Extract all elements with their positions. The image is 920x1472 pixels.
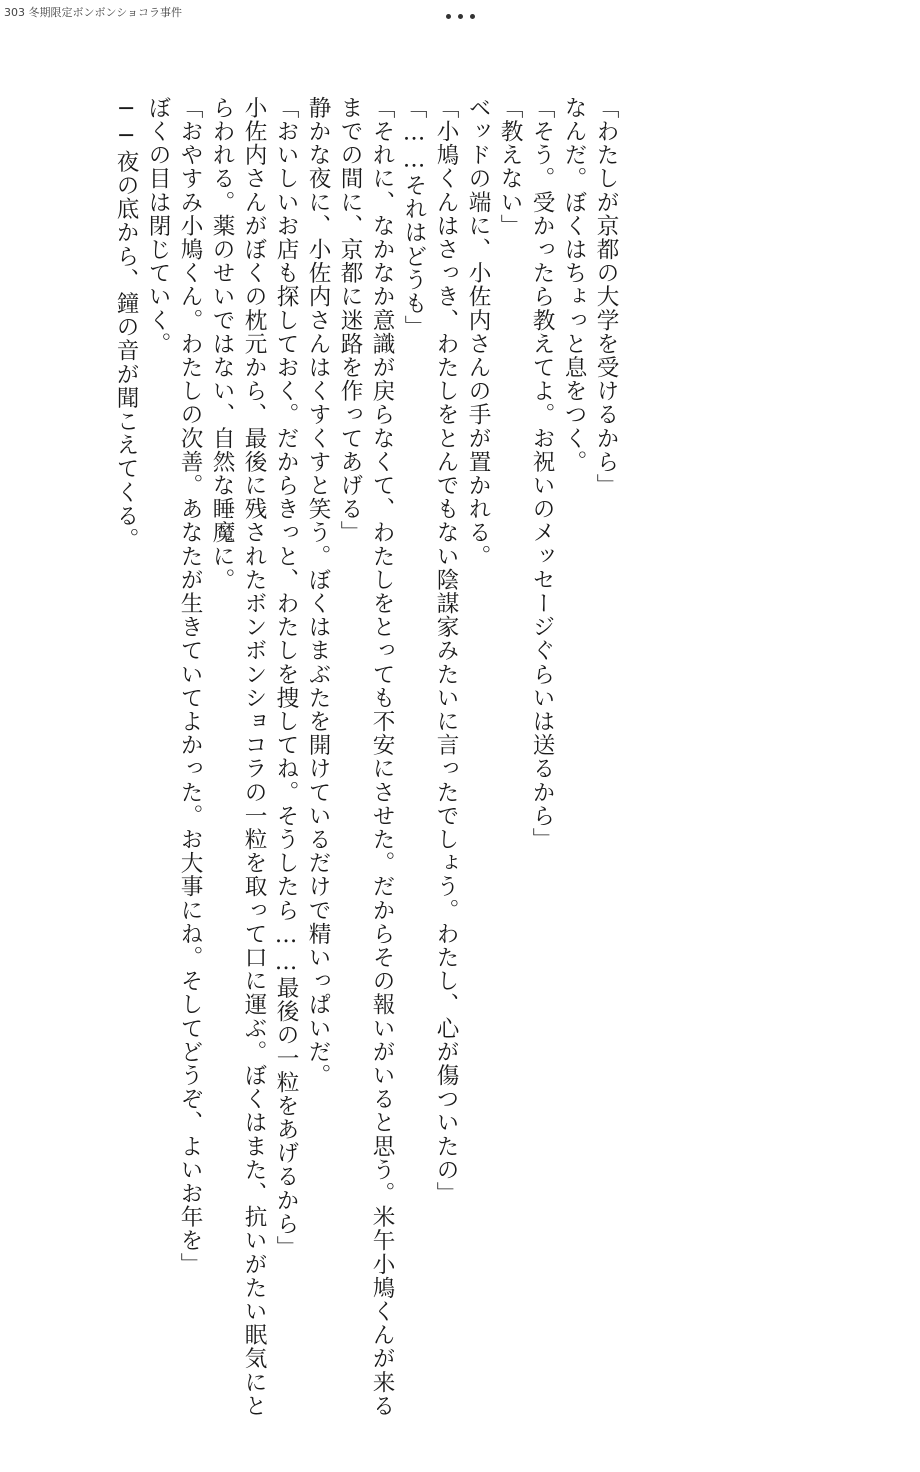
menu-dot	[446, 14, 451, 19]
text-line: 小佐内さんがぼくの枕元から、最後に残されたボンボンショコラの一粒を取って口に運ぶ。ぼくはまた、抗いがたい眠気にとらわれる。薬のせいではない、自然な睡魔に。	[209, 96, 267, 1418]
text-line: ベッドの端に、小佐内さんの手が置かれる。	[465, 96, 491, 568]
text-line: 「わたしが京都の大学を受けるから」	[593, 96, 619, 498]
text-line: 静かな夜に、小佐内さんはくすくすと笑う。ぼくはまぶたを開けているだけで精いっぱいだ。	[305, 96, 331, 1088]
text-line: ──夜の底から、鐘の音が聞こえてくる。	[113, 96, 139, 552]
text-line: ぼくの目は閉じていく。	[145, 96, 171, 356]
text-line: 「教えない」	[497, 96, 523, 238]
text-line: 「……それはどうも」	[401, 96, 427, 339]
menu-dot	[458, 14, 463, 19]
text-line: 「おいしいお店も探しておく。だからきっと、わたしを捜してね。そうしたら……最後の一粒をあげるから」	[273, 96, 299, 1260]
book-title: 303 冬期限定ボンボンショコラ事件	[4, 6, 182, 19]
text-line: 「小鳩くんはさっき、わたしをとんでもない陰謀家みたいに言ったでしょう。わたし、心が傷ついたの」	[433, 96, 459, 1206]
more-menu-icon[interactable]	[436, 8, 484, 24]
menu-dot	[470, 14, 475, 19]
vertical-text-body	[113, 96, 622, 1426]
text-line: 「おやすみ小鳩くん。わたしの次善。あなたが生きていてよかった。お大事にね。そしてどうぞ、よいお年を」	[177, 96, 203, 1276]
text-line: 「そう。受かったら教えてよ。お祝いのメッセージぐらいは送るから」	[529, 96, 555, 852]
text-line: なんだ。ぼくはちょっと息をつく。	[561, 96, 587, 474]
text-line: 「それに、なかなか意識が戻らなくて、わたしをとっても不安にさせた。だからその報いがいると思う。米午小鳩くんが来るまでの間に、京都に迷路を作ってあげる」	[337, 96, 395, 1418]
